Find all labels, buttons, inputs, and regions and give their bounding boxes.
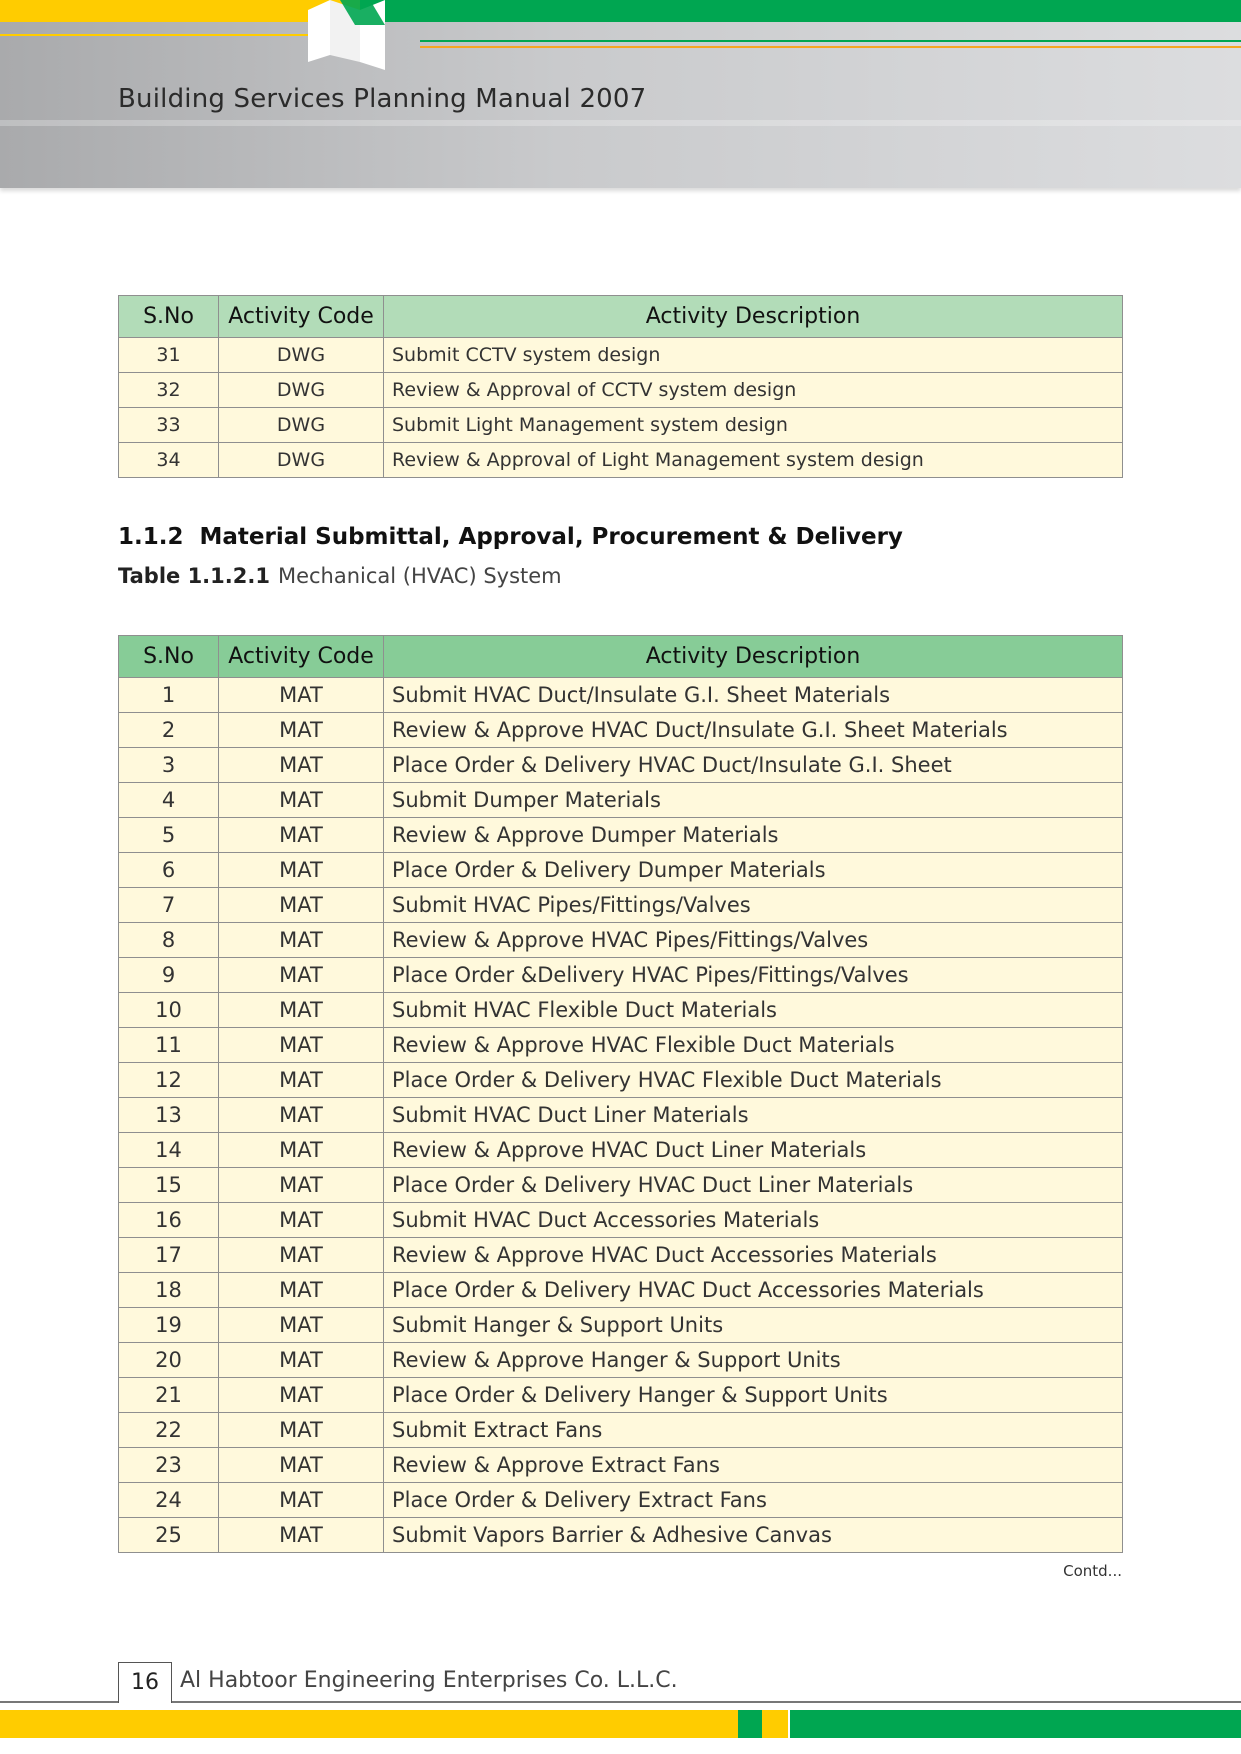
column-header-activity-code: Activity Code xyxy=(219,296,384,338)
cell-activity-code: MAT xyxy=(219,1518,384,1553)
column-header-sno: S.No xyxy=(119,636,219,678)
table-header-row xyxy=(119,296,1123,338)
cell-activity-code: MAT xyxy=(219,1483,384,1518)
column-header-sno: S.No xyxy=(119,296,219,338)
cell-activity-description: Submit HVAC Duct Liner Materials xyxy=(384,1098,1123,1133)
cell-sno: 3 xyxy=(119,748,219,783)
cell-sno: 14 xyxy=(119,1133,219,1168)
cell-sno: 6 xyxy=(119,853,219,888)
table-row xyxy=(119,713,1123,748)
cell-activity-description: Submit HVAC Duct/Insulate G.I. Sheet Materials xyxy=(384,678,1123,713)
cell-activity-description: Place Order & Delivery HVAC Flexible Duct Materials xyxy=(384,1063,1123,1098)
table-row xyxy=(119,1203,1123,1238)
table-row xyxy=(119,1273,1123,1308)
cell-activity-description: Submit Hanger & Support Units xyxy=(384,1308,1123,1343)
table-caption xyxy=(118,564,562,588)
table-row xyxy=(119,408,1123,443)
cell-activity-description: Submit HVAC Duct Accessories Materials xyxy=(384,1203,1123,1238)
cell-sno: 19 xyxy=(119,1308,219,1343)
cell-activity-code: MAT xyxy=(219,1448,384,1483)
cell-sno: 4 xyxy=(119,783,219,818)
table-row xyxy=(119,818,1123,853)
cell-activity-description: Review & Approval of Light Management system design xyxy=(384,443,1123,478)
column-header-activity-code: Activity Code xyxy=(219,636,384,678)
table-row xyxy=(119,1098,1123,1133)
table-row xyxy=(119,373,1123,408)
table-row xyxy=(119,993,1123,1028)
cell-sno: 20 xyxy=(119,1343,219,1378)
cell-activity-description: Review & Approve HVAC Duct/Insulate G.I. Sheet Materials xyxy=(384,713,1123,748)
cell-activity-description: Review & Approve Dumper Materials xyxy=(384,818,1123,853)
cell-sno: 18 xyxy=(119,1273,219,1308)
cell-activity-description: Review & Approve HVAC Duct Liner Materials xyxy=(384,1133,1123,1168)
table-row xyxy=(119,783,1123,818)
column-header-activity-description: Activity Description xyxy=(384,296,1123,338)
header-green-line xyxy=(420,40,1241,42)
cell-activity-description: Submit HVAC Flexible Duct Materials xyxy=(384,993,1123,1028)
table-row xyxy=(119,853,1123,888)
cell-activity-description: Place Order & Delivery Dumper Materials xyxy=(384,853,1123,888)
cell-sno: 7 xyxy=(119,888,219,923)
footer-yellow-stripe xyxy=(0,1710,738,1738)
cell-sno: 21 xyxy=(119,1378,219,1413)
cell-sno: 34 xyxy=(119,443,219,478)
cell-sno: 13 xyxy=(119,1098,219,1133)
cell-activity-description: Review & Approve HVAC Duct Accessories Materials xyxy=(384,1238,1123,1273)
cell-sno: 23 xyxy=(119,1448,219,1483)
cell-activity-description: Submit Light Management system design xyxy=(384,408,1123,443)
cell-activity-description: Place Order & Delivery HVAC Duct Liner Materials xyxy=(384,1168,1123,1203)
cell-sno: 22 xyxy=(119,1413,219,1448)
cell-activity-description: Submit HVAC Pipes/Fittings/Valves xyxy=(384,888,1123,923)
cell-activity-code: MAT xyxy=(219,853,384,888)
table-caption-text: Mechanical (HVAC) System xyxy=(277,564,562,588)
cell-sno: 25 xyxy=(119,1518,219,1553)
cell-activity-code: MAT xyxy=(219,748,384,783)
cell-activity-description: Place Order &Delivery HVAC Pipes/Fittings/Valves xyxy=(384,958,1123,993)
folded-paper-icon xyxy=(300,0,430,80)
cell-activity-code: MAT xyxy=(219,1203,384,1238)
table-row xyxy=(119,678,1123,713)
page-number: 16 xyxy=(118,1662,172,1703)
cell-sno: 11 xyxy=(119,1028,219,1063)
column-header-activity-description: Activity Description xyxy=(384,636,1123,678)
cell-activity-description: Review & Approval of CCTV system design xyxy=(384,373,1123,408)
cell-activity-description: Review & Approve Hanger & Support Units xyxy=(384,1343,1123,1378)
cell-activity-description: Submit CCTV system design xyxy=(384,338,1123,373)
table-row xyxy=(119,1413,1123,1448)
footer-green-block xyxy=(738,1710,762,1738)
cell-sno: 12 xyxy=(119,1063,219,1098)
table-caption-label: Table 1.1.2.1 xyxy=(118,564,270,588)
cell-activity-description: Review & Approve HVAC Flexible Duct Materials xyxy=(384,1028,1123,1063)
document-title: Building Services Planning Manual 2007 xyxy=(118,84,647,114)
section-heading xyxy=(118,524,903,550)
cell-activity-description: Place Order & Delivery Hanger & Support Units xyxy=(384,1378,1123,1413)
table-header-row xyxy=(119,636,1123,678)
table-row xyxy=(119,748,1123,783)
cell-sno: 24 xyxy=(119,1483,219,1518)
cell-activity-code: MAT xyxy=(219,1133,384,1168)
table-row xyxy=(119,1168,1123,1203)
cell-activity-code: MAT xyxy=(219,1063,384,1098)
company-name: Al Habtoor Engineering Enterprises Co. L.L.C. xyxy=(180,1668,678,1693)
cell-activity-code: MAT xyxy=(219,1378,384,1413)
cell-activity-description: Place Order & Delivery HVAC Duct/Insulate G.I. Sheet xyxy=(384,748,1123,783)
table-row xyxy=(119,923,1123,958)
cell-sno: 31 xyxy=(119,338,219,373)
continued-note: Contd... xyxy=(1063,1562,1122,1580)
cell-activity-code: MAT xyxy=(219,1168,384,1203)
cell-sno: 33 xyxy=(119,408,219,443)
cell-activity-description: Submit Dumper Materials xyxy=(384,783,1123,818)
cell-sno: 15 xyxy=(119,1168,219,1203)
cell-activity-code: MAT xyxy=(219,818,384,853)
footer-yellow-block xyxy=(762,1710,788,1738)
cell-activity-code: MAT xyxy=(219,993,384,1028)
cell-activity-code: MAT xyxy=(219,1308,384,1343)
table-row xyxy=(119,1518,1123,1553)
cell-activity-code: MAT xyxy=(219,1343,384,1378)
cell-activity-code: MAT xyxy=(219,1413,384,1448)
cell-activity-code: MAT xyxy=(219,958,384,993)
cell-sno: 32 xyxy=(119,373,219,408)
cell-activity-description: Review & Approve HVAC Pipes/Fittings/Valves xyxy=(384,923,1123,958)
table-row xyxy=(119,1378,1123,1413)
cell-activity-code: MAT xyxy=(219,1238,384,1273)
table-row xyxy=(119,1448,1123,1483)
cell-activity-code: MAT xyxy=(219,1273,384,1308)
cell-activity-code: MAT xyxy=(219,713,384,748)
cell-activity-description: Review & Approve Extract Fans xyxy=(384,1448,1123,1483)
cell-activity-code: MAT xyxy=(219,923,384,958)
cell-activity-code: DWG xyxy=(219,408,384,443)
cell-sno: 5 xyxy=(119,818,219,853)
section-number: 1.1.2 xyxy=(118,524,184,550)
cell-sno: 8 xyxy=(119,923,219,958)
cell-activity-description: Place Order & Delivery HVAC Duct Accessories Materials xyxy=(384,1273,1123,1308)
cell-sno: 2 xyxy=(119,713,219,748)
table-row xyxy=(119,1133,1123,1168)
footer-rule xyxy=(0,1701,1241,1703)
drawings-activity-table xyxy=(118,295,1123,478)
cell-activity-description: Submit Vapors Barrier & Adhesive Canvas xyxy=(384,1518,1123,1553)
footer-green-stripe xyxy=(790,1710,1241,1738)
hvac-table-body xyxy=(119,678,1123,1553)
cell-sno: 1 xyxy=(119,678,219,713)
cell-activity-code: DWG xyxy=(219,373,384,408)
table-row xyxy=(119,1343,1123,1378)
cell-activity-code: MAT xyxy=(219,678,384,713)
cell-activity-code: MAT xyxy=(219,783,384,818)
table-row xyxy=(119,1238,1123,1273)
table-row xyxy=(119,1483,1123,1518)
cell-activity-code: MAT xyxy=(219,1098,384,1133)
table-row xyxy=(119,338,1123,373)
cell-activity-description: Submit Extract Fans xyxy=(384,1413,1123,1448)
header-yellow-line xyxy=(0,34,310,36)
header-orange-line xyxy=(420,46,1241,48)
cell-activity-description: Place Order & Delivery Extract Fans xyxy=(384,1483,1123,1518)
cell-sno: 16 xyxy=(119,1203,219,1238)
table-row xyxy=(119,1308,1123,1343)
table-row xyxy=(119,888,1123,923)
header-green-stripe xyxy=(360,0,1241,22)
table-row xyxy=(119,443,1123,478)
cell-activity-code: MAT xyxy=(219,1028,384,1063)
cell-activity-code: DWG xyxy=(219,443,384,478)
cell-activity-code: MAT xyxy=(219,888,384,923)
table-row xyxy=(119,958,1123,993)
cell-sno: 17 xyxy=(119,1238,219,1273)
table-row xyxy=(119,1063,1123,1098)
hvac-activity-table xyxy=(118,635,1123,1553)
cell-activity-code: DWG xyxy=(219,338,384,373)
cell-sno: 10 xyxy=(119,993,219,1028)
table-row xyxy=(119,1028,1123,1063)
section-title: Material Submittal, Approval, Procurement & Delivery xyxy=(199,524,903,550)
cell-sno: 9 xyxy=(119,958,219,993)
